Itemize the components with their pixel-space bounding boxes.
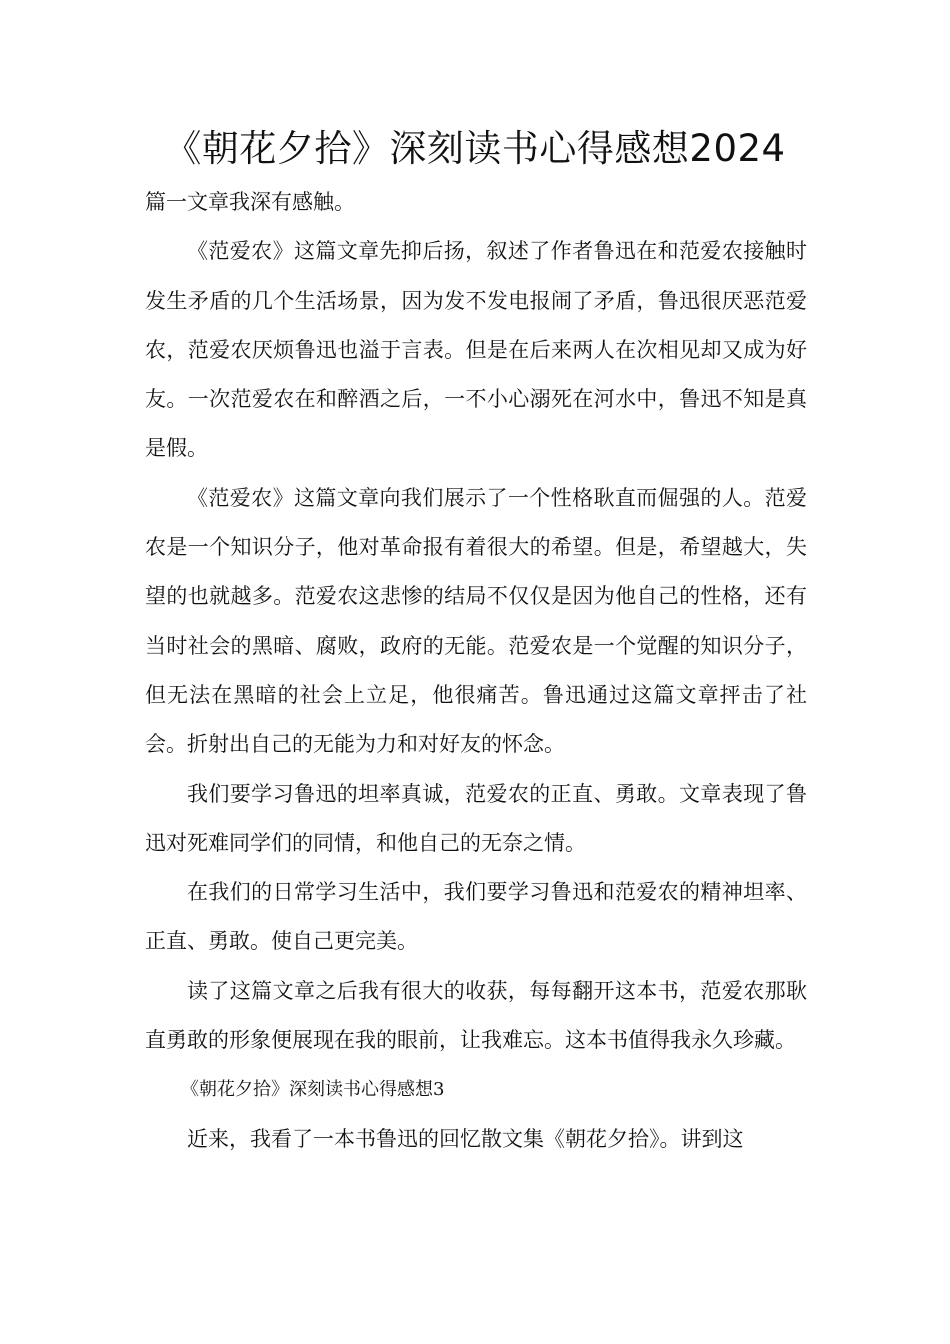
section-heading: 《朝花夕拾》深刻读书心得感想3 bbox=[181, 1079, 445, 1101]
paragraph-2: 《范爱农》这篇文章先抑后扬，叙述了作者鲁迅在和范爱农接触时发生矛盾的几个生活场景，因为发不发电报闹了矛盾，鲁迅很厌恶范爱农，范爱农厌烦鲁迅也溢于言表。但是在后来两人在次相见却又成为好友。一次范爱农在和醉酒之后，一不小心溺死在河水中，鲁迅不知是真是假。 bbox=[145, 239, 807, 461]
paragraph-3: 《范爱农》这篇文章向我们展示了一个性格耿直而倔强的人。范爱农是一个知识分子，他对革命报有着很大的希望。但是，希望越大，失望的也就越多。范爱农这悲惨的结局不仅仅是因为他自己的性格，还有当时社会的黑暗、腐败，政府的无能。范爱农是一个觉醒的知识分子，但无法在黑暗的社会上立足，他很痛苦。鲁迅通过这篇文章抨击了社会。折射出自己的无能为力和对好友的怀念。 bbox=[145, 485, 807, 757]
paragraph-4: 我们要学习鲁迅的坦率真诚，范爱农的正直、勇敢。文章表现了鲁迅对死难同学们的同情，和他自己的无奈之情。 bbox=[145, 781, 807, 855]
document-title: 《朝花夕拾》深刻读书心得感想2024 bbox=[164, 127, 786, 170]
paragraph-1: 篇一文章我深有感触。 bbox=[145, 190, 355, 214]
paragraph-6: 读了这篇文章之后我有很大的收获，每每翻开这本书，范爱农那耿直勇敢的形象便展现在我的眼前，让我难忘。这本书值得我永久珍藏。 bbox=[145, 978, 807, 1053]
paragraph-5: 在我们的日常学习生活中，我们要学习鲁迅和范爱农的精神坦率、正直、勇敢。使自己更完美。 bbox=[145, 880, 807, 954]
paragraph-7: 近来，我看了一本书鲁迅的回忆散文集《朝花夕拾》。讲到这 bbox=[187, 1126, 744, 1151]
document-body bbox=[145, 178, 807, 1164]
